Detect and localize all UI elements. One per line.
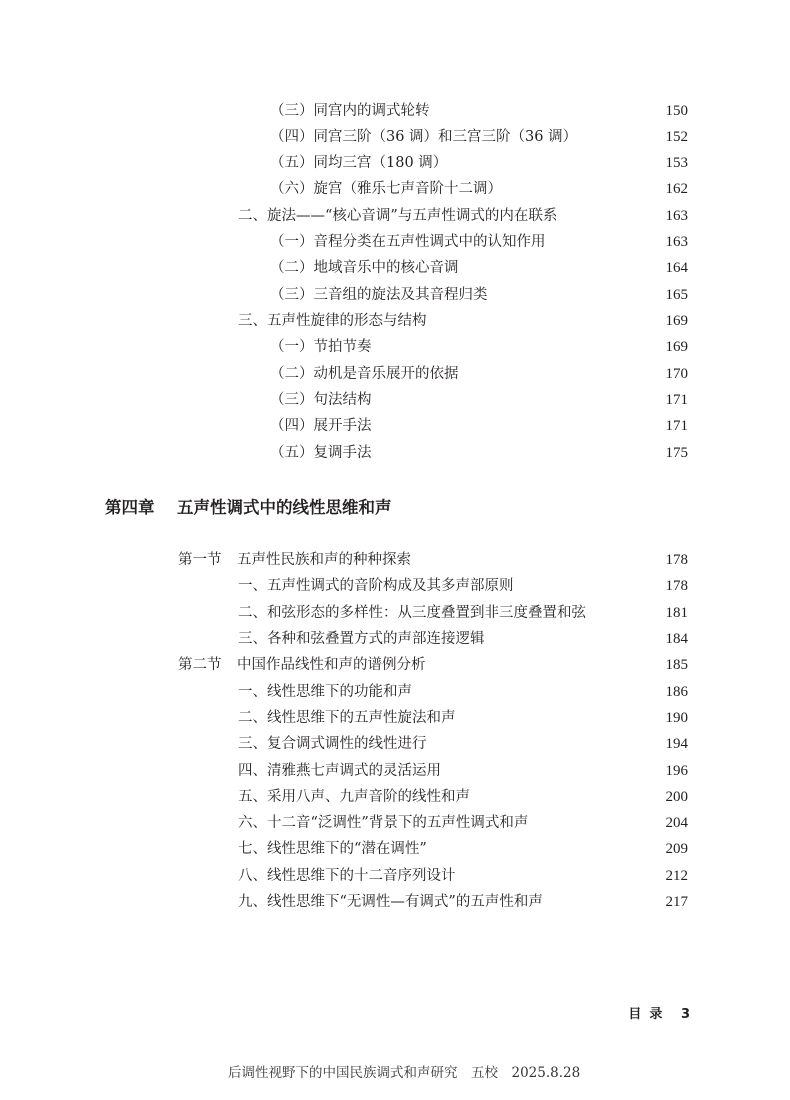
toc-entry-title: 二、和弦形态的多样性：从三度叠置到非三度叠置和弦 xyxy=(238,605,586,621)
toc-entry-title: （一）节拍节奏 xyxy=(270,339,372,355)
toc-entry-title: （三）三音组的旋法及其音程归类 xyxy=(270,287,488,303)
toc-entry[interactable] xyxy=(238,603,688,623)
toc-entry[interactable] xyxy=(270,337,688,357)
toc-entry-page: 209 xyxy=(665,841,688,857)
toc-entry-page: 184 xyxy=(665,631,688,647)
toc-entry-page: 175 xyxy=(665,445,688,461)
toc-entry-page: 186 xyxy=(665,684,688,700)
toc-entry-title: （一）音程分类在五声性调式中的认知作用 xyxy=(270,234,546,250)
toc-entry-title: （五）同均三宫（180 调） xyxy=(270,155,448,171)
toc-entry-page: 162 xyxy=(665,181,688,197)
toc-entry-title: 四、清雅燕七声调式的灵活运用 xyxy=(238,763,441,779)
toc-entry[interactable] xyxy=(238,761,688,781)
toc-entry-title: （六）旋宫（雅乐七声音阶十二调） xyxy=(270,181,502,197)
toc-entry-title: （二）地域音乐中的核心音调 xyxy=(270,260,459,276)
toc-entry[interactable] xyxy=(238,682,688,702)
toc-entry[interactable] xyxy=(270,364,688,384)
toc-entry-page: 190 xyxy=(665,710,688,726)
toc-entry-title: 七、线性思维下的“潜在调性” xyxy=(238,841,427,857)
toc-entry-page: 185 xyxy=(665,657,688,673)
toc-entry-page: 171 xyxy=(665,392,688,408)
toc-entry-title: 六、十二音“泛调性”背景下的五声性调式和声 xyxy=(238,815,529,831)
toc-entry[interactable] xyxy=(238,866,688,886)
toc-entry-page: 163 xyxy=(665,234,688,250)
section-title: 中国作品线性和声的谱例分析 xyxy=(237,657,426,673)
toc-entry[interactable] xyxy=(238,892,688,912)
toc-entry[interactable] xyxy=(238,576,688,596)
toc-entry-title: 五、采用八声、九声音阶的线性和声 xyxy=(238,789,470,805)
toc-entry[interactable] xyxy=(270,258,688,278)
section-label: 第二节 xyxy=(178,657,222,673)
toc-entry[interactable] xyxy=(270,179,688,199)
toc-entry-title: （五）复调手法 xyxy=(270,445,372,461)
section-title: 五声性民族和声的种种探索 xyxy=(237,552,411,568)
toc-entry-page: 178 xyxy=(665,578,688,594)
toc-entry-page: 217 xyxy=(665,894,688,910)
toc-entry-title: 二、线性思维下的五声性旋法和声 xyxy=(238,710,456,726)
toc-entry[interactable] xyxy=(270,390,688,410)
toc-entry-page: 181 xyxy=(665,605,688,621)
toc-entry-page: 169 xyxy=(665,339,688,355)
toc-entry-page: 200 xyxy=(665,789,688,805)
toc-entry-page: 164 xyxy=(665,260,688,276)
toc-entry-page: 171 xyxy=(665,418,688,434)
toc-entry-page: 152 xyxy=(665,129,688,145)
chapter-number: 第四章 xyxy=(105,498,155,517)
toc-entry-title: 八、线性思维下的十二音序列设计 xyxy=(238,868,456,884)
toc-entry-page: 170 xyxy=(665,366,688,382)
toc-entry[interactable] xyxy=(238,787,688,807)
toc-entry[interactable] xyxy=(238,813,688,833)
toc-entry[interactable] xyxy=(270,285,688,305)
toc-entry-title: 九、线性思维下“无调性—有调式”的五声性和声 xyxy=(238,894,543,910)
toc-entry-title: （三）句法结构 xyxy=(270,392,372,408)
toc-entry[interactable] xyxy=(238,734,688,754)
toc-entry-title: （二）动机是音乐展开的依据 xyxy=(270,366,459,382)
toc-entry-page: 212 xyxy=(665,868,688,884)
section-heading[interactable] xyxy=(178,550,688,570)
toc-entry[interactable] xyxy=(238,839,688,859)
page-number: 3 xyxy=(680,1007,690,1022)
toc-entry-title: 三、各种和弦叠置方式的声部连接逻辑 xyxy=(238,631,485,647)
toc-entry[interactable] xyxy=(270,101,688,121)
toc-entry-page: 150 xyxy=(665,103,688,119)
toc-entry-title: 三、复合调式调性的线性进行 xyxy=(238,736,427,752)
toc-entry[interactable] xyxy=(270,127,688,147)
running-header-label: 目录 xyxy=(628,1007,671,1022)
toc-entry-title: （四）同宫三阶（36 调）和三宫三阶（36 调） xyxy=(270,129,578,145)
section-label: 第一节 xyxy=(178,552,222,568)
chapter-title: 五声性调式中的线性思维和声 xyxy=(177,498,392,517)
toc-entry-title: 一、五声性调式的音阶构成及其多声部原则 xyxy=(238,578,514,594)
toc-entry-page: 153 xyxy=(665,155,688,171)
toc-entry-page: 178 xyxy=(665,552,688,568)
toc-entry-page: 163 xyxy=(665,208,688,224)
toc-entry[interactable] xyxy=(238,629,688,649)
toc-entry[interactable] xyxy=(238,311,688,331)
toc-entry-title: 三、五声性旋律的形态与结构 xyxy=(238,313,427,329)
section-heading[interactable] xyxy=(178,655,688,675)
proof-footer: 后调性视野下的中国民族调式和声研究 五校 2025.8.28 xyxy=(228,1065,581,1081)
toc-entry[interactable] xyxy=(270,153,688,173)
toc-entry[interactable] xyxy=(270,232,688,252)
toc-entry-page: 204 xyxy=(665,815,688,831)
toc-entry[interactable] xyxy=(238,206,688,226)
toc-entry[interactable] xyxy=(270,416,688,436)
toc-entry-title: （三）同宫内的调式轮转 xyxy=(270,103,430,119)
toc-entry[interactable] xyxy=(270,443,688,463)
running-header xyxy=(628,1005,690,1025)
toc-entry-title: （四）展开手法 xyxy=(270,418,372,434)
toc-entry-title: 二、旋法——“核心音调”与五声性调式的内在联系 xyxy=(238,208,558,224)
toc-entry-page: 196 xyxy=(665,763,688,779)
toc-entry-title: 一、线性思维下的功能和声 xyxy=(238,684,412,700)
toc-entry[interactable] xyxy=(238,708,688,728)
toc-entry-page: 194 xyxy=(665,736,688,752)
toc-entry-page: 165 xyxy=(665,287,688,303)
toc-entry-page: 169 xyxy=(665,313,688,329)
